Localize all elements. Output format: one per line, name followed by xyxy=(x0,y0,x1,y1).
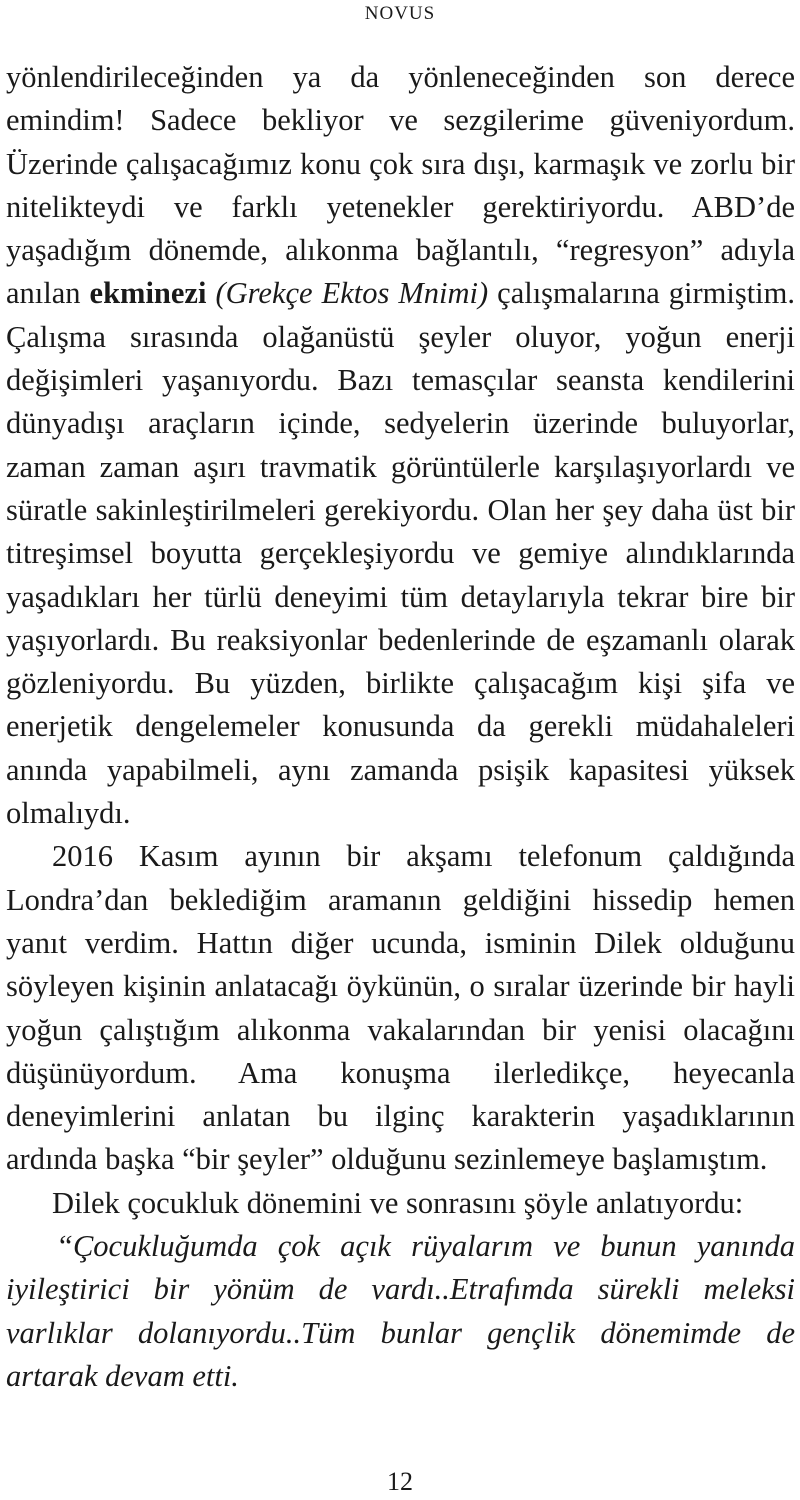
paragraph-1-segment-3: çalışmalarına girmiştim. Çalışma sırasında olağanüstü şeyler oluyor, yoğun enerji değişimleri yaşanıyordu. Bazı temasçılar seansta kendilerini dünyadışı araçların içinde, sedyelerin üzerinde buluyorlar, zaman zaman aşırı travmatik görüntülerle karşılaşıyorlardı ve süratle sakinleştirilmeleri gerekiyordu. Olan her şey daha üst bir titreşimsel boyutta gerçekleşiyordu ve gemiye alındıklarında yaşadıkları her türlü deneyimi tüm detaylarıyla tekrar bire bir yaşıyorlardı. Bu reaksiyonlar bedenlerinde de eşzamanlı olarak gözleniyordu. Bu yüzden, birlikte çalışacağım kişi şifa ve enerjetik dengelemeler konusunda da gerekli müdahaleleri anında yapabilmeli, aynı zamanda psişik kapasitesi yüksek olmalıydı. xyxy=(6,276,796,831)
page-number: 12 xyxy=(387,1467,413,1496)
paragraph-3: Dilek çocukluk dönemini ve sonrasını şöyle anlatıyordu: xyxy=(52,1185,744,1220)
paragraph-1 xyxy=(6,56,795,835)
term-ekminezi: ekminezi xyxy=(89,276,207,311)
text-block xyxy=(6,56,795,1398)
running-head: NOVUS xyxy=(364,3,436,24)
paragraph-4-quote: “Çocukluğumda çok açık rüyalarım ve bunun yanında iyileştirici bir yönüm de vardı..Etrafımda sürekli meleksi varlıklar dolanıyordu..Tüm bunlar gençlik dönemimde de artarak devam etti. xyxy=(6,1229,795,1393)
paragraph-1-segment-1: yönlendirileceğinden ya da yönleneceğinden son derece emindim! Sadece bekliyor ve sezgilerime güveniyordum. Üzerinde çalışacağımız konu çok sıra dışı, karmaşık ve zorlu bir nitelikteydi ve farklı yetenekler gerektiriyordu. ABD’de yaşadığım dönemde, alıkonma bağlantılı, “regresyon” adıyla anılan xyxy=(6,60,795,311)
term-greek-origin: (Grekçe Ektos Mnimi) xyxy=(215,276,489,311)
paragraph-2: 2016 Kasım ayının bir akşamı telefonum çaldığında Londra’dan beklediğim aramanın geldiğini hissedip hemen yanıt verdim. Hattın diğer ucunda, isminin Dilek olduğunu söyleyen kişinin anlatacağı öykünün, o sıralar üzerinde bir hayli yoğun çalıştığım alıkonma vakalarından bir yenisi olacağını düşünüyordum. Ama konuşma ilerledikçe, heyecanla deneyimlerini anlatan bu ilginç karakterin yaşadıklarının ardında başka “bir şeyler” olduğunu sezinlemeye başlamıştım. xyxy=(6,839,795,1177)
